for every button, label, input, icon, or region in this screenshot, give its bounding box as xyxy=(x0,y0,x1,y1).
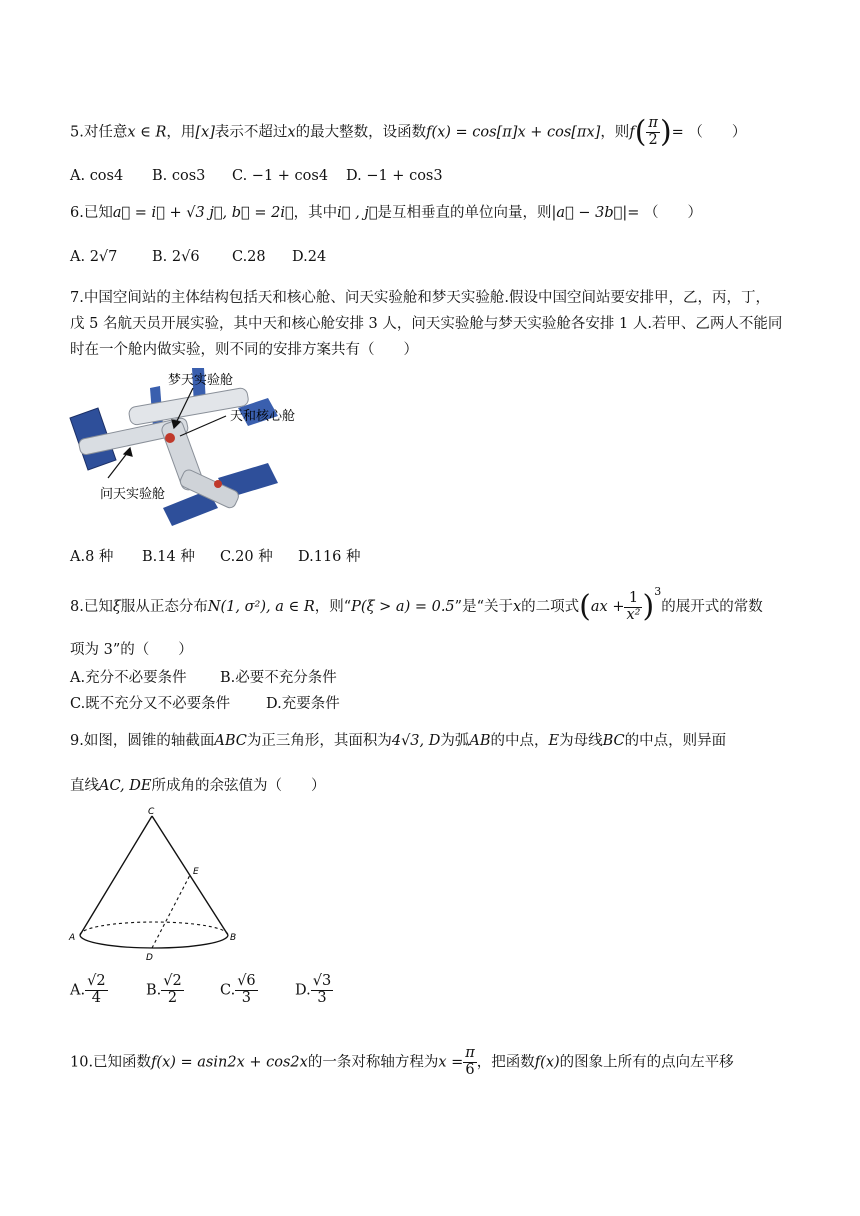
q8-stem xyxy=(70,585,763,623)
q7-option-c: C.20 种 xyxy=(220,549,273,565)
cone-label-d: D xyxy=(146,953,153,963)
cone-label-e: E xyxy=(193,867,199,877)
q8-text-f: 的展开式的常数 xyxy=(661,599,763,615)
q5-frac-num: π xyxy=(648,115,658,131)
q6-option-d: D.24 xyxy=(292,249,327,265)
q7-option-d: D.116 种 xyxy=(298,549,361,565)
q5-f-def: f(x) = cos[π]x + cos[πx] xyxy=(426,124,601,141)
q6-abs-expr: |a⃗ − 3b⃗| xyxy=(551,205,628,221)
q9-option-a-letter: A. xyxy=(70,982,86,999)
q6-option-c: C.28 xyxy=(232,249,266,265)
q5-option-d: D. −1 + cos3 xyxy=(346,168,443,184)
q8-text-a: 8.已知 xyxy=(70,599,113,615)
q8-paren-left: ( xyxy=(579,589,591,624)
q8-option-a: A.充分不必要条件 xyxy=(70,670,187,686)
q8-exponent: 3 xyxy=(654,585,662,598)
q9-option-a-den: 4 xyxy=(91,989,101,1006)
q8-text-c: ，则“ xyxy=(314,599,352,615)
q9-option-c-num: √6 xyxy=(237,973,256,989)
q6-option-a: A. 2√7 xyxy=(70,249,118,265)
q9-option-b-letter: B. xyxy=(146,982,162,999)
q8-option-b: B.必要不充分条件 xyxy=(220,670,337,686)
q9-option-b-frac xyxy=(161,974,183,1007)
q5-text-b: ，用 xyxy=(166,124,196,141)
q6-stem xyxy=(70,201,702,222)
q5-text-e: ，则 xyxy=(600,124,630,141)
q9-option-d-den: 3 xyxy=(317,989,327,1006)
q6-text-a: 6.已知 xyxy=(70,205,113,221)
q9-text-f: 的中点，则异面 xyxy=(624,733,727,749)
q9-option-c xyxy=(220,974,258,1007)
q8-line-2: 项为 3”的（ ） xyxy=(70,642,193,658)
q8-xi: ξ xyxy=(112,599,121,615)
label-mengtian: 梦天实验舱 xyxy=(168,373,234,388)
q9-option-a-frac xyxy=(85,974,107,1007)
q5-f-of: f xyxy=(629,124,635,141)
q8-binom-a: ax + xyxy=(590,599,625,615)
q9-option-c-frac xyxy=(235,974,257,1007)
q8-prob: P(ξ > a) = 0.5 xyxy=(351,599,455,615)
q9-option-c-den: 3 xyxy=(241,989,252,1006)
q8-frac-den: x² xyxy=(626,606,641,623)
q8-x: x xyxy=(512,599,522,615)
q9-option-d-letter: D. xyxy=(295,982,311,999)
q9-abc: ABC xyxy=(214,733,247,749)
q6-text-b: ，其中 xyxy=(293,205,338,221)
q5-option-b: B. cos3 xyxy=(152,168,206,184)
q5-x: x xyxy=(287,124,296,141)
q10-text-c: ，把函数 xyxy=(476,1054,535,1071)
q8-paren-right: ) xyxy=(642,589,655,624)
q5-paren-right: ) xyxy=(659,114,672,150)
q5-text-d: 的最大整数，设函数 xyxy=(295,124,427,141)
q5-frac-den: 2 xyxy=(648,131,658,148)
q6-ij: i⃗ , j⃗ xyxy=(337,205,378,221)
q9-ab: AB xyxy=(469,733,491,749)
cone-label-c: C xyxy=(148,807,155,817)
q9-text-a: 9.如图，圆锥的轴截面 xyxy=(70,733,215,749)
q9-text-c: 为弧 xyxy=(440,733,470,749)
q9-option-a-num: √2 xyxy=(87,973,106,989)
q5-option-c: C. −1 + cos4 xyxy=(232,168,329,184)
cone-figure xyxy=(68,804,248,964)
label-wentian: 问天实验舱 xyxy=(100,487,166,502)
q9-lines: AC, DE xyxy=(99,778,152,794)
q9-bc: BC xyxy=(602,733,625,749)
q9-option-d xyxy=(295,974,333,1007)
q8-text-d: ”是“关于 xyxy=(454,599,513,615)
q10-frac-num: π xyxy=(465,1045,475,1061)
cone-label-b: B xyxy=(230,933,237,943)
q9-option-b xyxy=(146,974,184,1007)
q10-text-d: 的图象上所有的点向左平移 xyxy=(559,1054,734,1071)
q5-x-in-R: x ∈ R xyxy=(127,124,167,141)
q9-option-d-num: √3 xyxy=(312,973,332,989)
q7-line-2: 戊 5 名航天员开展实验，其中天和核心舱安排 3 人，问天实验舱与梦天实验舱各安排 1 人.若甲、乙两人不能同 xyxy=(70,316,783,332)
q9-text-b: 为正三角形，其面积为 xyxy=(246,733,392,749)
cone-label-a: A xyxy=(69,933,76,943)
q5-text-f: = （ ） xyxy=(671,124,747,141)
q8-text-e: 的二项式 xyxy=(521,599,580,615)
q6-text-c: 是互相垂直的单位向量，则 xyxy=(377,205,552,221)
space-station-figure xyxy=(68,368,388,538)
q10-f-def: f(x) = asin2x + cos2x xyxy=(151,1054,308,1071)
q8-dist: N(1, σ²), a ∈ R xyxy=(207,599,315,615)
q8-option-d: D.充要条件 xyxy=(266,696,340,712)
q5-text-c: 表示不超过 xyxy=(214,124,288,141)
q7-line-1: 7.中国空间站的主体结构包括天和核心舱、问天实验舱和梦天实验舱.假设中国空间站要安排甲，乙，丙，丁， xyxy=(70,290,770,306)
q10-frac-den: 6 xyxy=(465,1061,475,1078)
q5-option-a: A. cos4 xyxy=(70,168,124,184)
q6-vec-def: a⃗ = i⃗ + √3 j⃗, b⃗ = 2i⃗ xyxy=(112,205,294,221)
q5-text-a: 5.对任意 xyxy=(70,124,128,141)
q9-text-d: 的中点， xyxy=(490,733,549,749)
q5-floor-x: [x] xyxy=(195,124,215,141)
label-tianhe: 天和核心舱 xyxy=(230,409,296,424)
q7-option-b: B.14 种 xyxy=(142,549,195,565)
q10-fraction xyxy=(463,1046,477,1079)
q9-option-b-den: 2 xyxy=(167,989,178,1006)
q9-option-a xyxy=(70,974,108,1007)
q9-text-h: 所成角的余弦值为（ ） xyxy=(151,778,326,794)
q9-line-2 xyxy=(70,774,325,795)
q7-line-3: 时在一个舱内做实验，则不同的安排方案共有（ ） xyxy=(70,342,418,358)
q9-text-e: 为母线 xyxy=(559,733,603,749)
q8-fraction xyxy=(624,591,642,624)
q6-option-b: B. 2√6 xyxy=(152,249,200,265)
q10-stem xyxy=(70,1046,734,1079)
q5-fraction xyxy=(646,116,660,149)
q5-paren-left: ( xyxy=(634,114,647,150)
q9-stem xyxy=(70,729,726,750)
q9-option-c-letter: C. xyxy=(220,982,236,999)
q9-option-d-frac xyxy=(311,974,333,1007)
q10-text-a: 10.已知函数 xyxy=(70,1054,152,1071)
q9-area: 4√3, D xyxy=(391,733,441,749)
q9-text-g: 直线 xyxy=(70,778,99,794)
q7-option-a: A.8 种 xyxy=(70,549,114,565)
q8-option-c: C.既不充分又不必要条件 xyxy=(70,696,231,712)
q10-x-eq: x = xyxy=(438,1054,464,1071)
q5-stem xyxy=(70,116,746,149)
q8-frac-num: 1 xyxy=(624,591,642,608)
q8-text-b: 服从正态分布 xyxy=(120,599,208,615)
q6-text-d: = （ ） xyxy=(627,205,703,221)
q9-e: E xyxy=(548,733,560,749)
q9-option-b-num: √2 xyxy=(163,973,182,989)
q10-text-b: 的一条对称轴方程为 xyxy=(307,1054,439,1071)
q10-fx: f(x) xyxy=(534,1054,560,1071)
